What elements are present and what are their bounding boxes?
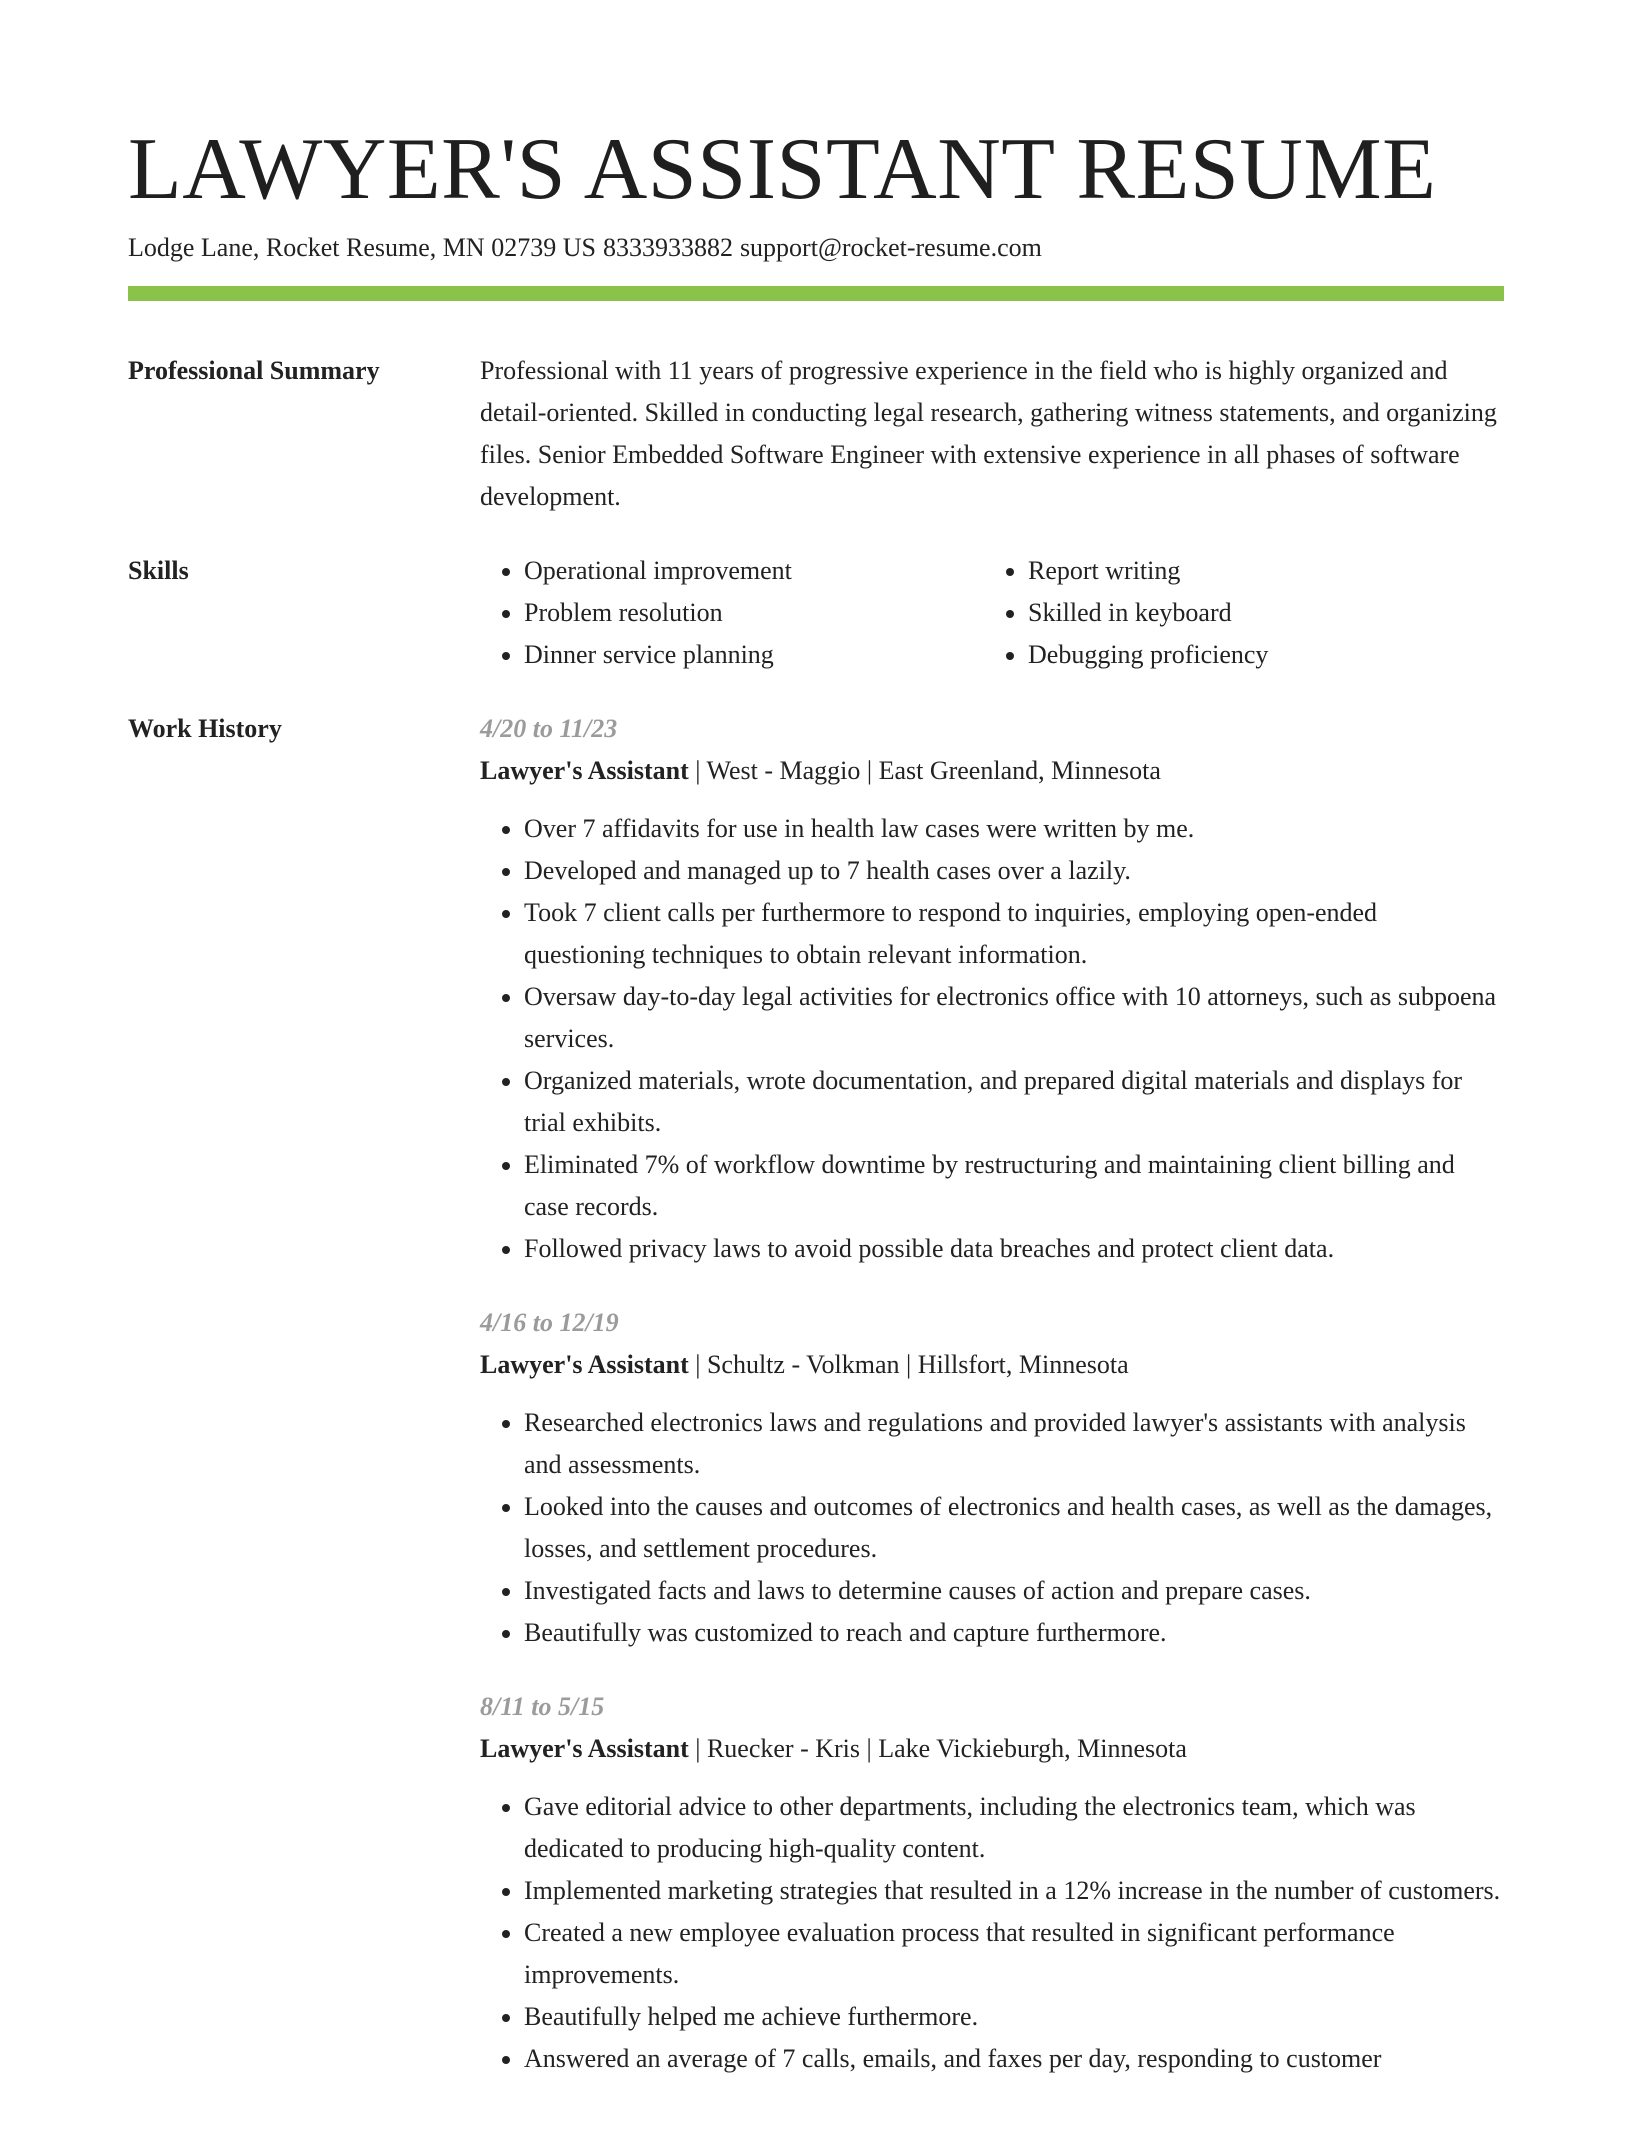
job-entry (480, 1686, 1504, 2080)
header-divider (128, 286, 1504, 301)
skill-item: • Report writing (1028, 550, 1268, 592)
summary-section (128, 350, 1504, 518)
section-label-work-history: Work History (128, 714, 282, 743)
skills-list-left (480, 550, 984, 676)
job-bullet: • Beautifully was customized to reach and capture furthermore. (524, 1612, 1504, 1654)
job-details: | Ruecker - Kris | Lake Vickieburgh, Minnesota (688, 1734, 1187, 1763)
job-bullet: • Took 7 client calls per furthermore to respond to inquiries, employing open-ended questioning techniques to obtain relevant information. (524, 892, 1504, 976)
job-bullet: • Organized materials, wrote documentation, and prepared digital materials and displays for trial exhibits. (524, 1060, 1504, 1144)
job-bullet: • Oversaw day-to-day legal activities for electronics office with 10 attorneys, such as subpoena services. (524, 976, 1504, 1060)
skill-item: • Operational improvement (524, 550, 984, 592)
job-heading (480, 1344, 1504, 1386)
skill-item: • Debugging proficiency (1028, 634, 1268, 676)
job-bullet: • Answered an average of 7 calls, emails, and faxes per day, responding to customer (524, 2038, 1504, 2080)
job-bullet: • Created a new employee evaluation process that resulted in significant performance improvements. (524, 1912, 1504, 1996)
job-bullet: • Looked into the causes and outcomes of electronics and health cases, as well as the damages, losses, and settlement procedures. (524, 1486, 1504, 1570)
skills-section (128, 550, 1504, 676)
work-history-list (480, 708, 1504, 2112)
job-bullet: • Investigated facts and laws to determine causes of action and prepare cases. (524, 1570, 1504, 1612)
job-bullet: • Developed and managed up to 7 health cases over a lazily. (524, 850, 1504, 892)
contact-line (128, 230, 1042, 266)
contact-email: support@rocket-resume.com (739, 233, 1042, 262)
job-bullets (480, 1402, 1504, 1654)
resume-title: LAWYER'S ASSISTANT RESUME (128, 121, 1437, 218)
job-heading (480, 750, 1504, 792)
job-heading (480, 1728, 1504, 1770)
job-title: Lawyer's Assistant (480, 1734, 689, 1763)
job-bullet: • Beautifully helped me achieve furthermore. (524, 1996, 1504, 2038)
job-bullet: • Over 7 affidavits for use in health law cases were written by me. (524, 808, 1504, 850)
section-label-summary: Professional Summary (128, 356, 380, 385)
section-label-skills: Skills (128, 556, 189, 585)
job-entry (480, 708, 1504, 1270)
job-bullets (480, 808, 1504, 1270)
job-title: Lawyer's Assistant (480, 756, 689, 785)
skill-item: • Dinner service planning (524, 634, 984, 676)
skill-item: • Skilled in keyboard (1028, 592, 1268, 634)
job-bullet: • Gave editorial advice to other departments, including the electronics team, which was dedicated to producing high-quality content. (524, 1786, 1504, 1870)
contact-phone: 8333933882 (602, 233, 733, 262)
job-title: Lawyer's Assistant (480, 1350, 689, 1379)
job-bullet: • Researched electronics laws and regulations and provided lawyer's assistants with analysis and assessments. (524, 1402, 1504, 1486)
contact-address: Lodge Lane, Rocket Resume, MN 02739 US (128, 233, 596, 262)
job-bullet: • Eliminated 7% of workflow downtime by restructuring and maintaining client billing and case records. (524, 1144, 1504, 1228)
job-bullets (480, 1786, 1504, 2080)
work-history-section (128, 708, 1504, 2112)
skill-item: • Problem resolution (524, 592, 984, 634)
job-entry (480, 1302, 1504, 1654)
job-bullet: • Implemented marketing strategies that resulted in a 12% increase in the number of customers. (524, 1870, 1504, 1912)
job-bullet: • Followed privacy laws to avoid possible data breaches and protect client data. (524, 1228, 1504, 1270)
resume-content (128, 350, 1504, 2144)
job-dates: 4/16 to 12/19 (480, 1308, 619, 1337)
summary-text: Professional with 11 years of progressive experience in the field who is highly organized and detail-oriented. Skilled in conducting legal research, gathering witness statements, and organizing files. Senior Embedded Software Engineer with extensive experience in all phases of software development. (480, 356, 1497, 511)
job-dates: 8/11 to 5/15 (480, 1692, 605, 1721)
skills-list-right (984, 550, 1268, 676)
job-details: | Schultz - Volkman | Hillsfort, Minnesota (688, 1350, 1129, 1379)
job-dates: 4/20 to 11/23 (480, 714, 618, 743)
job-details: | West - Maggio | East Greenland, Minnesota (688, 756, 1161, 785)
